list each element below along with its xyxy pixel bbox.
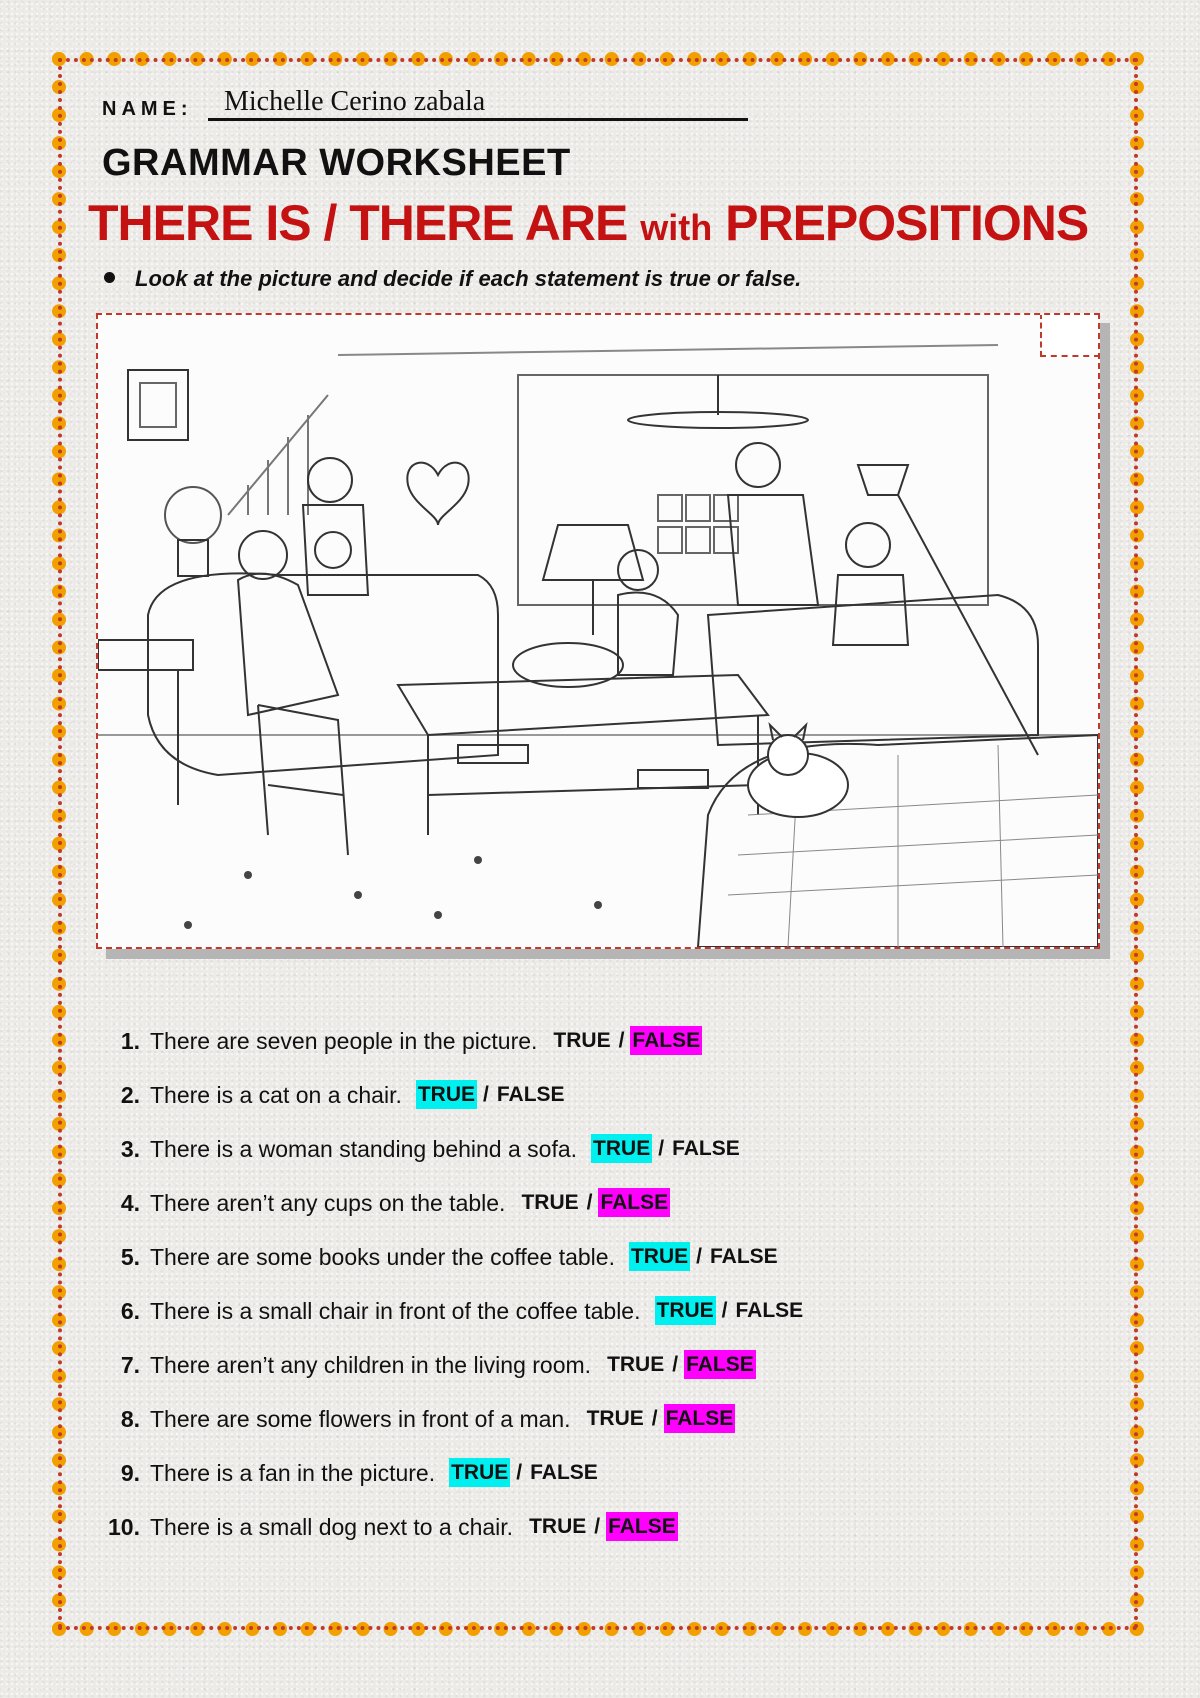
statement-number: 4. bbox=[120, 1189, 140, 1216]
option-separator: / bbox=[721, 1299, 728, 1322]
statement-number: 10. bbox=[108, 1513, 140, 1540]
statement-row bbox=[100, 1454, 600, 1492]
main-title bbox=[88, 194, 1088, 252]
bullet-icon bbox=[104, 272, 115, 283]
option-separator: / bbox=[516, 1461, 523, 1484]
answer-choice bbox=[585, 1407, 736, 1431]
option-true[interactable]: TRUE bbox=[655, 1296, 716, 1325]
option-false[interactable]: FALSE bbox=[672, 1137, 740, 1160]
corner-box bbox=[1040, 313, 1100, 357]
answer-choice bbox=[449, 1461, 600, 1485]
option-false[interactable]: FALSE bbox=[684, 1350, 756, 1379]
statement-text: There are some books under the coffee table. bbox=[150, 1243, 615, 1270]
statement-number: 1. bbox=[120, 1027, 140, 1054]
statement-number: 8. bbox=[120, 1405, 140, 1432]
statement-row bbox=[100, 1076, 567, 1114]
option-true[interactable]: TRUE bbox=[629, 1242, 690, 1271]
main-title-part1: THERE IS / THERE ARE bbox=[88, 195, 628, 251]
answer-choice bbox=[591, 1137, 742, 1161]
statement-text: There is a small chair in front of the coffee table. bbox=[150, 1297, 641, 1324]
statement-number: 6. bbox=[120, 1297, 140, 1324]
statement-number: 9. bbox=[120, 1459, 140, 1486]
option-true[interactable]: TRUE bbox=[586, 1407, 644, 1430]
statement-text: There are seven people in the picture. bbox=[150, 1027, 538, 1054]
statement-row bbox=[100, 1292, 805, 1330]
option-false[interactable]: FALSE bbox=[606, 1512, 678, 1541]
statement-row bbox=[100, 1346, 756, 1384]
statement-text: There is a cat on a chair. bbox=[150, 1081, 402, 1108]
option-false[interactable]: FALSE bbox=[530, 1461, 598, 1484]
option-true[interactable]: TRUE bbox=[449, 1458, 510, 1487]
option-true[interactable]: TRUE bbox=[553, 1029, 611, 1052]
answer-choice bbox=[551, 1029, 702, 1053]
option-false[interactable]: FALSE bbox=[598, 1188, 670, 1217]
name-label: NAME: bbox=[102, 98, 193, 120]
answer-choice bbox=[605, 1353, 756, 1377]
option-false[interactable]: FALSE bbox=[735, 1299, 804, 1322]
option-separator: / bbox=[658, 1137, 665, 1160]
statement-text: There is a woman standing behind a sofa. bbox=[150, 1135, 578, 1162]
answer-choice bbox=[629, 1245, 780, 1269]
instruction bbox=[104, 266, 801, 292]
living-room-illustration bbox=[98, 315, 1098, 947]
option-false[interactable]: FALSE bbox=[630, 1026, 702, 1055]
statement-row bbox=[100, 1508, 678, 1546]
statement-row bbox=[100, 1184, 670, 1222]
option-separator: / bbox=[618, 1029, 625, 1052]
option-false[interactable]: FALSE bbox=[496, 1083, 565, 1106]
option-separator: / bbox=[586, 1191, 593, 1214]
statement-row bbox=[100, 1130, 742, 1168]
option-true[interactable]: TRUE bbox=[607, 1353, 665, 1376]
statement-text: There aren’t any cups on the table. bbox=[150, 1189, 506, 1216]
option-separator: / bbox=[651, 1407, 658, 1430]
option-true[interactable]: TRUE bbox=[416, 1080, 477, 1109]
statement-text: There aren’t any children in the living room. bbox=[150, 1351, 592, 1378]
option-separator: / bbox=[672, 1353, 679, 1376]
answer-choice bbox=[416, 1083, 567, 1107]
statement-number: 5. bbox=[120, 1243, 140, 1270]
worksheet-title: GRAMMAR WORKSHEET bbox=[102, 142, 571, 184]
option-false[interactable]: FALSE bbox=[710, 1245, 778, 1268]
option-separator: / bbox=[594, 1515, 601, 1538]
living-room-picture bbox=[96, 313, 1100, 949]
answer-choice bbox=[519, 1191, 670, 1215]
instruction-text: Look at the picture and decide if each statement is true or false. bbox=[135, 266, 802, 291]
option-separator: / bbox=[483, 1083, 489, 1106]
option-false[interactable]: FALSE bbox=[664, 1404, 736, 1433]
answer-choice bbox=[655, 1299, 806, 1323]
statement-row bbox=[100, 1022, 702, 1060]
name-underline bbox=[208, 118, 748, 121]
answer-choice bbox=[527, 1515, 678, 1539]
statement-row bbox=[100, 1238, 780, 1276]
statement-text: There is a fan in the picture. bbox=[150, 1459, 436, 1486]
statement-number: 7. bbox=[120, 1351, 140, 1378]
option-separator: / bbox=[696, 1245, 702, 1268]
option-true[interactable]: TRUE bbox=[521, 1191, 579, 1214]
statement-number: 2. bbox=[120, 1081, 140, 1108]
statement-text: There is a small dog next to a chair. bbox=[150, 1513, 514, 1540]
statement-text: There are some flowers in front of a man. bbox=[150, 1405, 571, 1432]
statement-number: 3. bbox=[120, 1135, 140, 1162]
name-value[interactable]: Michelle Cerino zabala bbox=[224, 86, 486, 117]
option-true[interactable]: TRUE bbox=[591, 1134, 652, 1163]
statement-row bbox=[100, 1400, 735, 1438]
option-true[interactable]: TRUE bbox=[529, 1515, 587, 1538]
main-title-with: with bbox=[640, 207, 713, 248]
main-title-part3: PREPOSITIONS bbox=[725, 195, 1089, 251]
